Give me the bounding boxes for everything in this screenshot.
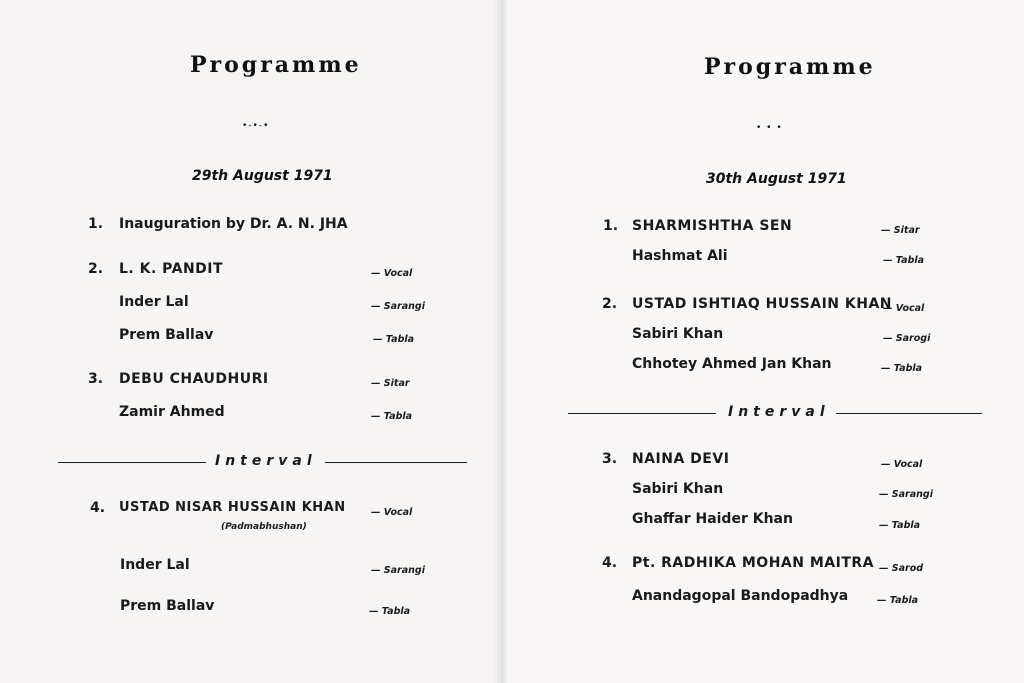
right-interval-rule-right (836, 413, 982, 414)
right-item-2-number: 2. (602, 296, 618, 312)
right-item-3-name: NAINA DEVI (632, 451, 730, 467)
right-item-4-name: Pt. RADHIKA MOHAN MAITRA (632, 555, 874, 571)
right-ornament: • • • (756, 123, 783, 133)
left-item-1-number: 1. (88, 216, 104, 232)
left-interval-rule-left (58, 462, 206, 463)
right-item-2-accompanist-2-instrument: — Tabla (881, 363, 923, 374)
left-item-2-number: 2. (88, 261, 104, 277)
page-fold (494, 0, 508, 683)
right-item-4-number: 4. (602, 555, 618, 571)
right-item-3-accompanist-1: Sabiri Khan (632, 481, 724, 497)
right-item-4-accompanist: Anandagopal Bandopadhya (632, 588, 849, 604)
left-item-2-instrument: — Vocal (371, 268, 413, 279)
left-item-2-accompanist-2-instrument: — Tabla (373, 334, 415, 345)
left-title: Programme (190, 52, 362, 78)
right-item-1-accompanist: Hashmat Ali (632, 248, 728, 264)
left-date: 29th August 1971 (192, 168, 333, 184)
left-item-4-accompanist-2-instrument: — Tabla (369, 606, 411, 617)
right-item-3-instrument: — Vocal (881, 459, 923, 470)
right-item-2-accompanist-1: Sabiri Khan (632, 326, 724, 342)
left-ornament: •-•-• (242, 121, 270, 131)
left-item-3-accompanist-instrument: — Tabla (371, 411, 413, 422)
right-page (500, 0, 1024, 683)
left-item-4-instrument: — Vocal (371, 507, 413, 518)
right-item-2-instrument: — Vocal (883, 303, 925, 314)
left-item-3-accompanist: Zamir Ahmed (119, 404, 225, 420)
right-interval-rule-left (568, 413, 716, 414)
left-item-3-name: DEBU CHAUDHURI (119, 371, 269, 387)
right-item-3-accompanist-2-instrument: — Tabla (879, 520, 921, 531)
left-item-3-number: 3. (88, 371, 104, 387)
right-item-4-instrument: — Sarod (879, 563, 924, 574)
right-item-3-accompanist-2: Ghaffar Haider Khan (632, 511, 793, 527)
left-item-2-name: L. K. PANDIT (119, 261, 224, 277)
left-item-4-title: (Padmabhushan) (221, 522, 307, 532)
left-item-2-accompanist-1-instrument: — Sarangi (371, 301, 425, 312)
left-interval-rule-right (325, 462, 467, 463)
right-item-1-name: SHARMISHTHA SEN (632, 218, 793, 234)
left-item-4-accompanist-2: Prem Ballav (120, 598, 215, 614)
left-item-1-name: Inauguration by Dr. A. N. JHA (119, 216, 348, 232)
right-item-2-accompanist-2: Chhotey Ahmed Jan Khan (632, 356, 832, 372)
left-item-4-accompanist-1-instrument: — Sarangi (371, 565, 425, 576)
left-item-4-accompanist-1: Inder Lal (120, 557, 190, 573)
left-interval-label: Interval (215, 453, 317, 469)
left-item-3-instrument: — Sitar (371, 378, 410, 389)
right-item-1-accompanist-instrument: — Tabla (883, 255, 925, 266)
left-item-4-name: USTAD NISAR HUSSAIN KHAN (119, 500, 346, 515)
right-item-1-number: 1. (603, 218, 619, 234)
right-item-3-number: 3. (602, 451, 618, 467)
left-item-4-number: 4. (90, 500, 106, 516)
left-item-2-accompanist-1: Inder Lal (119, 294, 189, 310)
left-page (0, 0, 500, 683)
left-item-2-accompanist-2: Prem Ballav (119, 327, 214, 343)
right-item-3-accompanist-1-instrument: — Sarangi (879, 489, 933, 500)
right-title: Programme (704, 54, 876, 80)
right-item-2-accompanist-1-instrument: — Sarogi (883, 333, 931, 344)
right-date: 30th August 1971 (706, 171, 847, 187)
right-item-1-instrument: — Sitar (881, 225, 920, 236)
right-item-4-accompanist-instrument: — Tabla (877, 595, 919, 606)
right-interval-label: Interval (728, 404, 830, 420)
right-item-2-name: USTAD ISHTIAQ HUSSAIN KHAN (632, 296, 892, 312)
